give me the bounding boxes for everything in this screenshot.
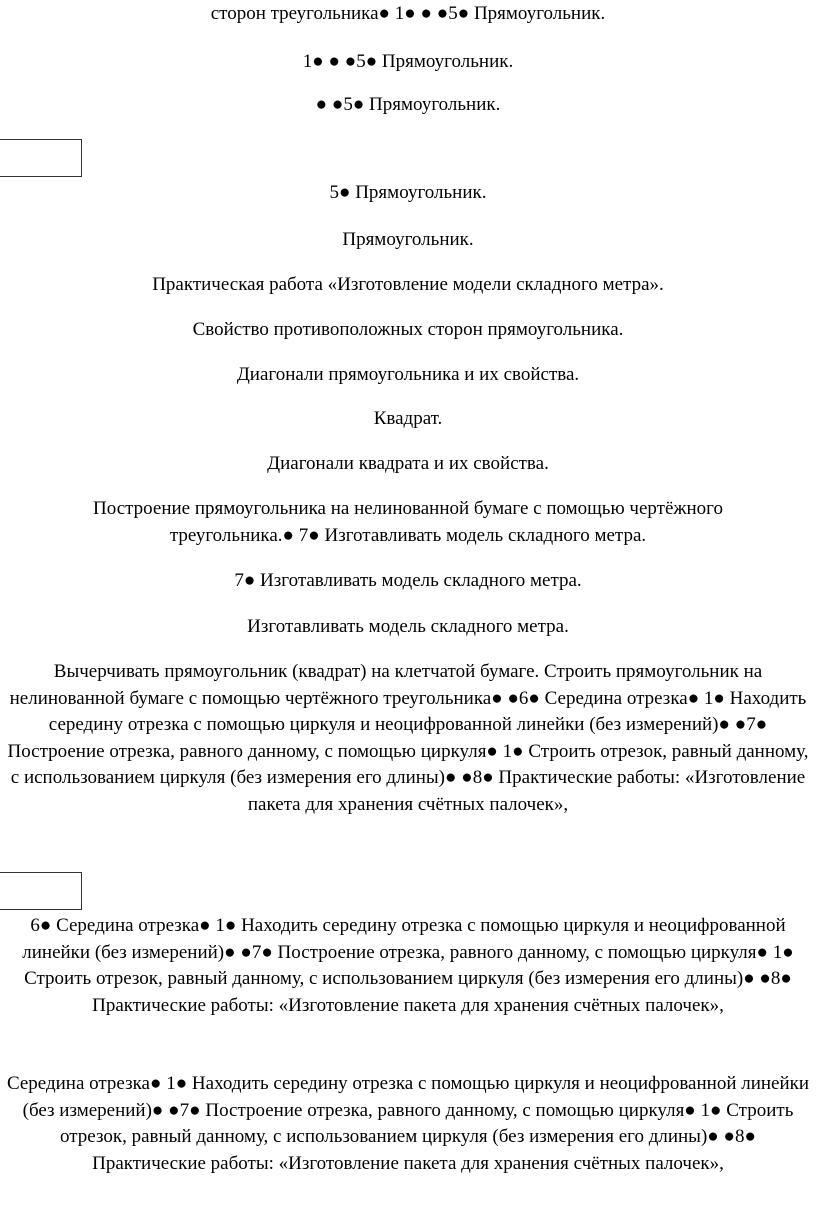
paragraph-12: 7● Изготавливать модель складного метра. [234, 570, 582, 591]
paragraph-1: сторон треугольника● 1● ● ●5● Прямоугольник. [210, 3, 606, 24]
paragraph-5: Прямоугольник. [342, 229, 474, 250]
paragraph-11: Построение прямоугольника на нелинованной бумаге с помощью чертёжного треугольника.● 7● Изготавливать модель складного метра. [93, 498, 723, 546]
paragraph-6: Практическая работа «Изготовление модели складного метра». [152, 274, 664, 295]
paragraph-2: 1● ● ●5● Прямоугольник. [302, 51, 514, 72]
paragraph-9: Квадрат. [373, 408, 443, 429]
paragraph-10: Диагонали квадрата и их свойства. [267, 453, 549, 474]
paragraph-4: 5● Прямоугольник. [329, 182, 487, 203]
paragraph-3: ● ●5● Прямоугольник. [315, 94, 501, 115]
paragraph-16: Середина отрезка● 1● Находить середину отрезка с помощью циркуля и неоцифрованной линейки (без измерений)● ●7● Построение отрезка, равного данному, с помощью циркуля● 1● Строить отрезок, равный данному, с использованием циркуля (без измерения его длины)● ●8● Практические работы: «Изготовление пакета для хранения счётных палочек», [6, 1073, 810, 1174]
paragraph-14: Вычерчивать прямоугольник (квадрат) на клетчатой бумаге. Строить прямоугольник на нелинованной бумаге с помощью чертёжного треугольника● ●6● Середина отрезка● 1● Находить середину отрезка с помощью циркуля и неоцифрованной линейки (без измерений)● ●7● Построение отрезка, равного данному, с помощью циркуля● 1● Строить отрезок, равный данному, с использованием циркуля (без измерения его длины)● ●8● Практические работы: «Изготовление пакета для хранения счётных палочек», [7, 661, 809, 815]
empty-table-cell [0, 872, 82, 910]
paragraph-7: Свойство противоположных сторон прямоугольника. [192, 319, 624, 340]
paragraph-15: 6● Середина отрезка● 1● Находить середину отрезка с помощью циркуля и неоцифрованной линейки (без измерений)● ●7● Построение отрезка, равного данному, с помощью циркуля● 1● Строить отрезок, равный данному, с использованием циркуля (без измерения его длины)● ●8● Практические работы: «Изготовление пакета для хранения счётных палочек», [22, 915, 794, 1016]
empty-table-cell [0, 139, 82, 177]
paragraph-13: Изготавливать модель складного метра. [247, 616, 569, 637]
paragraph-8: Диагонали прямоугольника и их свойства. [236, 364, 580, 385]
